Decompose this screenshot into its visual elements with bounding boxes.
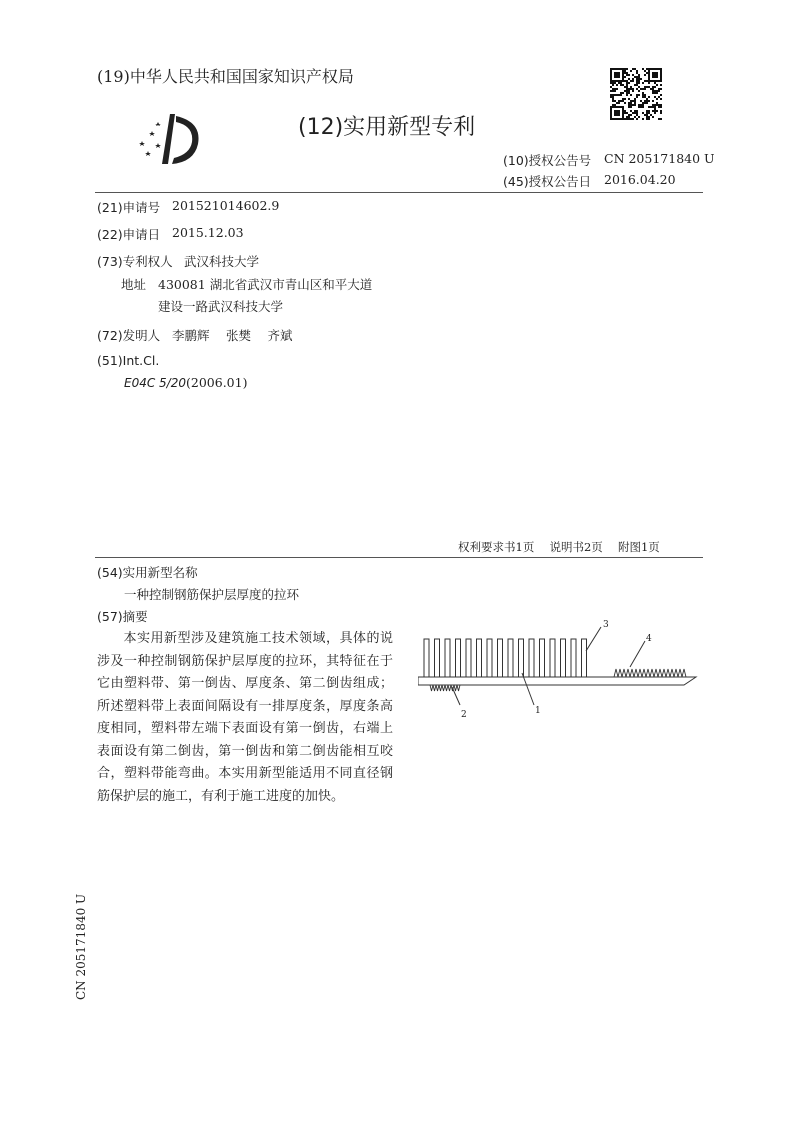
plastic-strip xyxy=(418,677,696,685)
thickness-bar xyxy=(582,639,587,677)
address-label: 地址 xyxy=(121,277,147,292)
leader-line xyxy=(630,641,645,667)
patentee: 武汉科技大学 xyxy=(184,254,260,269)
office-name: (19)中华人民共和国国家知识产权局 xyxy=(97,67,354,86)
abstract-text xyxy=(97,628,393,808)
app-no: 201521014602.9 xyxy=(172,198,280,213)
thickness-bar xyxy=(445,639,450,677)
thickness-bar xyxy=(456,639,461,677)
thickness-bar xyxy=(508,639,513,677)
star-icon xyxy=(149,131,155,136)
logo-arc xyxy=(172,116,199,164)
star-icon xyxy=(145,151,151,156)
figure-label: 4 xyxy=(646,634,652,644)
abstract-label: (57)摘要 xyxy=(97,609,148,624)
divider xyxy=(95,192,703,193)
document-type: (12)实用新型专利 xyxy=(298,115,476,140)
thickness-bar xyxy=(487,639,492,677)
star-icon xyxy=(155,143,161,148)
pub-date: 2016.04.20 xyxy=(604,172,676,187)
qr-code-icon xyxy=(610,68,662,120)
thickness-bar xyxy=(550,639,555,677)
app-date-label: (22)申请日 xyxy=(97,227,161,242)
second-teeth xyxy=(614,669,686,677)
cnipa-logo xyxy=(132,108,208,168)
title-label: (54)实用新型名称 xyxy=(97,565,198,580)
patentee-label: (73)专利权人 xyxy=(97,254,173,269)
logo-stroke xyxy=(162,114,175,164)
abstract-body: 本实用新型涉及建筑施工技术领域，具体的说涉及一种控制钢筋保护层厚度的拉环，其特征在于它由塑料带、第一倒齿、厚度条、第二倒齿组成；所述塑料带上表面间隔设有一排厚度条，厚度条高度相同，塑料带左端下表面设有第一倒齿，右端上表面设有第二倒齿，第一倒齿和第二倒齿能相互咬合，塑料带能弯曲。本实用新型能适用不同直径钢筋保护层的施工，有利于施工进度的加快。 xyxy=(97,631,393,804)
pub-date-label: (45)授权公告日 xyxy=(503,174,592,189)
side-pub-number: CN 205171840 U xyxy=(74,893,88,1000)
thickness-bar xyxy=(435,639,440,677)
inventor-label: (72)发明人 xyxy=(97,328,161,343)
thickness-bar xyxy=(519,639,524,677)
first-teeth xyxy=(430,685,460,691)
pub-no: CN 205171840 U xyxy=(604,151,715,166)
address-line-2: 建设一路武汉科技大学 xyxy=(158,299,284,314)
thickness-bar xyxy=(529,639,534,677)
thickness-bar xyxy=(540,639,545,677)
abstract-figure xyxy=(418,615,708,720)
ipc-version: (2006.01) xyxy=(186,375,248,390)
thickness-bars xyxy=(424,639,587,677)
thickness-bar xyxy=(498,639,503,677)
figure-label: 1 xyxy=(535,706,541,716)
app-date: 2015.12.03 xyxy=(172,225,244,240)
pub-no-label: (10)授权公告号 xyxy=(503,153,592,168)
figure-label: 3 xyxy=(603,620,609,630)
thickness-bar xyxy=(424,639,429,677)
thickness-bar xyxy=(466,639,471,677)
leader-line xyxy=(522,673,534,705)
leader-line xyxy=(586,627,601,651)
address-line-1: 430081 湖北省武汉市青山区和平大道 xyxy=(158,277,373,292)
divider xyxy=(95,557,703,558)
star-icon xyxy=(155,122,161,126)
utility-model-title: 一种控制钢筋保护层厚度的拉环 xyxy=(124,587,300,602)
ipc-code-line xyxy=(124,375,247,390)
ipc-label: (51)Int.Cl. xyxy=(97,353,160,368)
inventors: 李鹏辉 张樊 齐斌 xyxy=(172,328,293,343)
thickness-bar xyxy=(571,639,576,677)
app-no-label: (21)申请号 xyxy=(97,200,161,215)
thickness-bar xyxy=(561,639,566,677)
page-counts: 权利要求书1页 说明书2页 附图1页 xyxy=(458,540,660,554)
thickness-bar xyxy=(477,639,482,677)
star-icon xyxy=(139,141,145,146)
ipc-code: E04C 5/20 xyxy=(124,376,186,390)
figure-label: 2 xyxy=(461,710,467,720)
